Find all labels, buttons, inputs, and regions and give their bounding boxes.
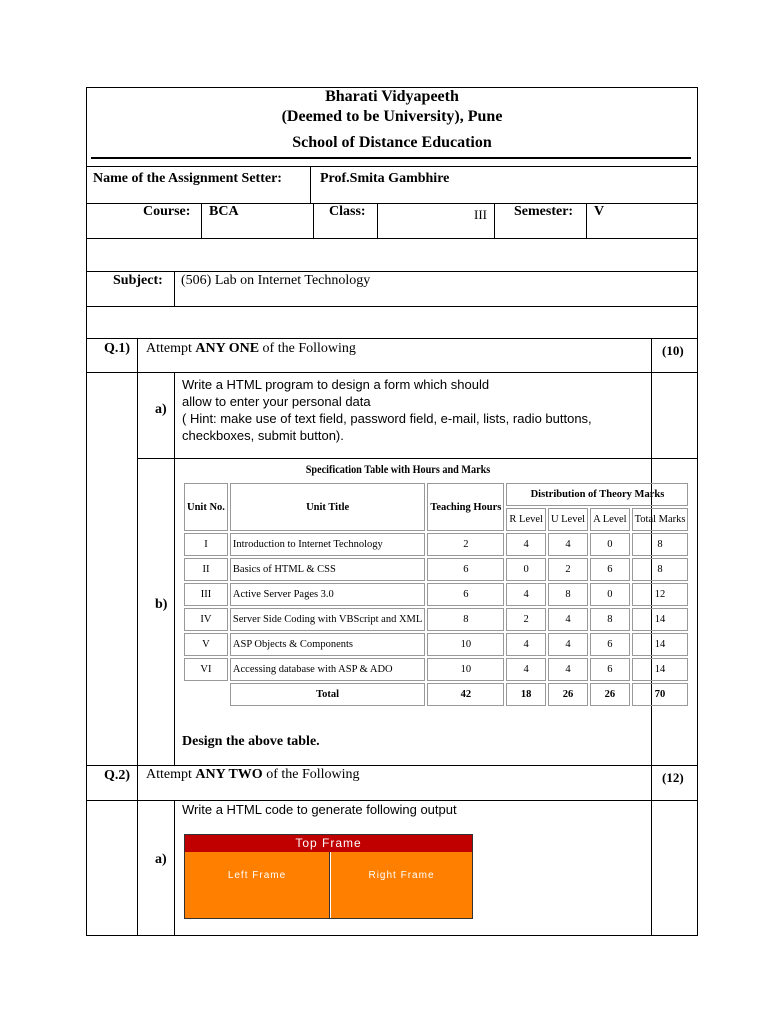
spec-cell: 6 (427, 583, 504, 606)
row-line (86, 271, 698, 272)
col-line (586, 203, 587, 239)
spec-cell: ASP Objects & Components (230, 633, 425, 656)
row-line (86, 166, 698, 167)
spec-cell: 42 (427, 683, 504, 706)
spec-cell: 2 (427, 533, 504, 556)
spec-table-title: Specification Table with Hours and Marks (305, 462, 491, 476)
q1b-caption: Design the above table. (182, 734, 320, 749)
setter-label: Name of the Assignment Setter: (93, 171, 282, 186)
spec-cell: 4 (548, 533, 588, 556)
spec-header-unit: Unit No. (184, 483, 228, 531)
q1-marks: (10) (662, 343, 684, 358)
spec-row (184, 633, 688, 656)
spec-cell: 4 (506, 583, 546, 606)
spec-total-label: Total (230, 683, 425, 706)
col-line (201, 203, 202, 239)
q1-instruction: Attempt ANY ONE of the Following (146, 341, 356, 356)
spec-header-u: U Level (548, 508, 588, 531)
spec-cell: Accessing database with ASP & ADO (230, 658, 425, 681)
spec-cell: 4 (548, 633, 588, 656)
spec-header-a: A Level (590, 508, 630, 531)
spec-cell: Introduction to Internet Technology (230, 533, 425, 556)
spec-cell: 10 (427, 658, 504, 681)
school-name: School of Distance Education (292, 134, 492, 151)
spec-cell: 8 (632, 533, 689, 556)
q2a-text: Write a HTML code to generate following output (182, 802, 457, 817)
spec-row (184, 533, 688, 556)
frame-layout-demo (184, 834, 473, 919)
q2-number: Q.2) (104, 768, 131, 783)
spec-row (184, 583, 688, 606)
row-line (86, 372, 698, 373)
spec-cell: 4 (506, 533, 546, 556)
spec-cell: 0 (590, 583, 630, 606)
spec-cell: 12 (632, 583, 689, 606)
class-label: Class: (329, 204, 366, 219)
row-line (86, 800, 698, 801)
spec-cell: Basics of HTML & CSS (230, 558, 425, 581)
spec-cell: 6 (590, 633, 630, 656)
q1-number: Q.1) (104, 341, 131, 356)
spec-cell: 4 (506, 633, 546, 656)
col-line (137, 338, 138, 936)
university-deemed: (Deemed to be University), Pune (281, 108, 503, 125)
outer-border-bottom (86, 935, 698, 936)
spec-cell: 4 (506, 658, 546, 681)
spec-cell: 10 (427, 633, 504, 656)
spec-cell: 18 (506, 683, 546, 706)
header-rule (91, 157, 691, 159)
top-frame: Top Frame (185, 835, 472, 852)
spec-row (184, 658, 688, 681)
q2-marks: (12) (662, 770, 684, 785)
col-line (494, 203, 495, 239)
spec-cell: 26 (548, 683, 588, 706)
right-frame: Right Frame (331, 852, 472, 918)
spec-cell: I (184, 533, 228, 556)
spec-cell: 14 (632, 658, 689, 681)
spec-cell: V (184, 633, 228, 656)
spec-cell: IV (184, 608, 228, 631)
row-line (86, 338, 698, 339)
specification-table (182, 462, 686, 718)
spec-cell: 6 (427, 558, 504, 581)
spec-cell: Active Server Pages 3.0 (230, 583, 425, 606)
spec-header-title: Unit Title (230, 483, 425, 531)
spec-total-row (184, 683, 688, 706)
spec-header-hours: Teaching Hours (427, 483, 504, 531)
spec-cell: VI (184, 658, 228, 681)
q1a-label: a) (155, 402, 167, 417)
spec-cell: 70 (632, 683, 689, 706)
col-line (313, 203, 314, 239)
q1b-label: b) (155, 597, 168, 612)
spec-cell: 8 (590, 608, 630, 631)
course-label: Course: (143, 204, 191, 219)
semester-label: Semester: (514, 204, 574, 219)
subject-value: (506) Lab on Internet Technology (181, 273, 371, 288)
spec-cell: 8 (427, 608, 504, 631)
spec-cell: 8 (632, 558, 689, 581)
q1a-text: Write a HTML program to design a form which should allow to enter your personal data ( Hint: make use of text field, password field, e-mail, lists, radio buttons, checkboxes, submit button). (182, 377, 592, 443)
spec-cell: 6 (590, 658, 630, 681)
spec-cell: 8 (548, 583, 588, 606)
spec-cell: 14 (632, 608, 689, 631)
spec-cell: 2 (506, 608, 546, 631)
spec-cell: III (184, 583, 228, 606)
spec-cell-empty (184, 683, 228, 706)
col-line (174, 372, 175, 766)
q2-instruction: Attempt ANY TWO of the Following (146, 767, 360, 782)
course-value: BCA (209, 204, 239, 219)
spec-cell: II (184, 558, 228, 581)
row-line (137, 458, 698, 459)
subject-label: Subject: (113, 273, 163, 288)
col-line (174, 271, 175, 307)
row-line (86, 238, 698, 239)
row-line (86, 765, 698, 766)
spec-row (184, 608, 688, 631)
spec-cell: 2 (548, 558, 588, 581)
q2a-label: a) (155, 852, 167, 867)
spec-cell: 4 (548, 658, 588, 681)
left-frame: Left Frame (185, 852, 330, 918)
spec-cell: 4 (548, 608, 588, 631)
spec-row (184, 558, 688, 581)
setter-value: Prof.Smita Gambhire (320, 171, 450, 186)
spec-header-r: R Level (506, 508, 546, 531)
col-line (174, 800, 175, 936)
spec-cell: 6 (590, 558, 630, 581)
col-line (377, 203, 378, 239)
spec-cell: 0 (506, 558, 546, 581)
semester-value: V (594, 204, 605, 219)
col-line (310, 166, 311, 204)
spec-cell: 0 (590, 533, 630, 556)
spec-table-grid (182, 481, 690, 708)
spec-cell: 26 (590, 683, 630, 706)
outer-border-left (86, 87, 87, 936)
spec-cell: Server Side Coding with VBScript and XML (230, 608, 425, 631)
spec-header-dist: Distribution of Theory Marks (506, 483, 688, 506)
university-name: Bharati Vidyapeeth (325, 88, 459, 105)
outer-border-right (697, 87, 698, 936)
spec-header-total: Total Marks (632, 508, 689, 531)
row-line (86, 306, 698, 307)
class-value: III (474, 207, 487, 222)
spec-cell: 14 (632, 633, 689, 656)
